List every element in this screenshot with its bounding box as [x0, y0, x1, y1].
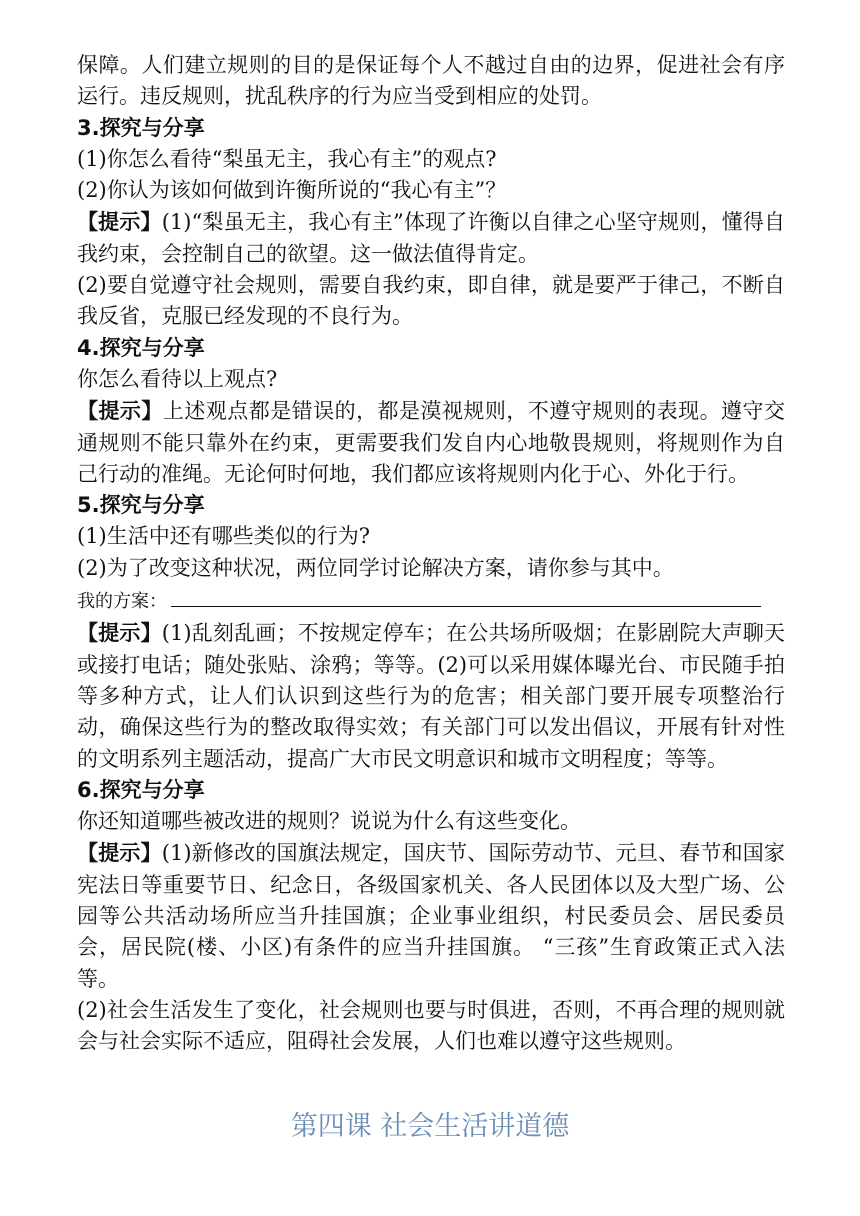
- hint-paragraph: [77, 617, 785, 774]
- answer-blank-line: [171, 584, 761, 607]
- hint-text: 上述观点都是错误的，都是漠视规则，不遵守规则的表现。遵守交通规则不能只靠外在约束，更需要我们发自内心地敬畏规则，将规则作为自己行动的准绳。无论何时何地，我们都应该将规则内化于心、外化于行。: [77, 399, 785, 486]
- section-heading: 5.探究与分享: [77, 493, 205, 518]
- question: (1)生活中还有哪些类似的行为?: [77, 524, 371, 549]
- paragraph: 保障。人们建立规则的目的是保证每个人不越过自由的边界，促进社会有序运行。违反规则，扰乱秩序的行为应当受到相应的处罚。: [77, 53, 785, 109]
- chapter-title: 第四课 社会生活讲道德: [290, 1111, 570, 1142]
- question: 你还知道哪些被改进的规则？说说为什么有这些变化。: [77, 809, 581, 834]
- section-heading: 3.探究与分享: [77, 115, 205, 140]
- paragraph: (2)社会生活发生了变化，社会规则也要与时俱进，否则，不再合理的规则就会与社会实际不适应，阻碍社会发展，人们也难以遵守这些规则。: [77, 997, 785, 1054]
- hint-paragraph: [77, 837, 785, 994]
- hint-paragraph: [77, 395, 785, 490]
- paragraph: (2)要自觉遵守社会规则，需要自我约束，即自律，就是要严于律己，不断自我反省，克服已经发现的不良行为。: [77, 273, 785, 329]
- hint-label: 【提示】: [77, 209, 162, 235]
- hint-label: 【提示】: [77, 620, 162, 646]
- hint-text: (1)“梨虽无主，我心有主”体现了许衡以自律之心坚守规则，懂得自我约束，会控制自己的欲望。这一做法值得肯定。: [77, 210, 786, 266]
- hint-label: 【提示】: [77, 840, 162, 866]
- hint-label: 【提示】: [77, 398, 163, 424]
- question: (2)你认为该如何做到许衡所说的“我心有主”？: [77, 178, 507, 203]
- question: (2)为了改变这种状况，两位同学讨论解决方案，请你参与其中。: [77, 555, 674, 580]
- question: (1)你怎么看待“梨虽无主，我心有主”的观点?: [77, 146, 497, 171]
- hint-text: (1)乱刻乱画；不按规定停车；在公共场所吸烟；在影剧院大声聊天或接打电话；随处张贴、涂鸦；等等。(2)可以采用媒体曝光台、市民随手拍等多种方式，让人们认识到这些行为的危害；相关部门要开展专项整治行动，确保这些行为的整改取得实效；有关部门可以发出倡议，开展有针对性的文明系列主题活动，提高广大市民文明意识和城市文明程度；等等。: [77, 621, 785, 771]
- plan-label: 我的方案：: [77, 591, 167, 613]
- question: 你怎么看待以上观点?: [77, 366, 278, 391]
- plan-line: [77, 584, 785, 617]
- section-heading: 4.探究与分享: [77, 335, 205, 360]
- hint-paragraph: [77, 206, 785, 270]
- section-heading: 6.探究与分享: [77, 777, 205, 802]
- hint-text: (1)新修改的国旗法规定，国庆节、国际劳动节、元旦、春节和国家宪法日等重要节日、纪念日，各级国家机关、各人民团体以及大型广场、公园等公共活动场所应当升挂国旗；企业事业组织，村民委员会、居民委员会，居民院(楼、小区)有条件的应当升挂国旗。 “三孩”生育政策正式入法等。: [77, 841, 785, 991]
- document-body: [77, 50, 785, 1058]
